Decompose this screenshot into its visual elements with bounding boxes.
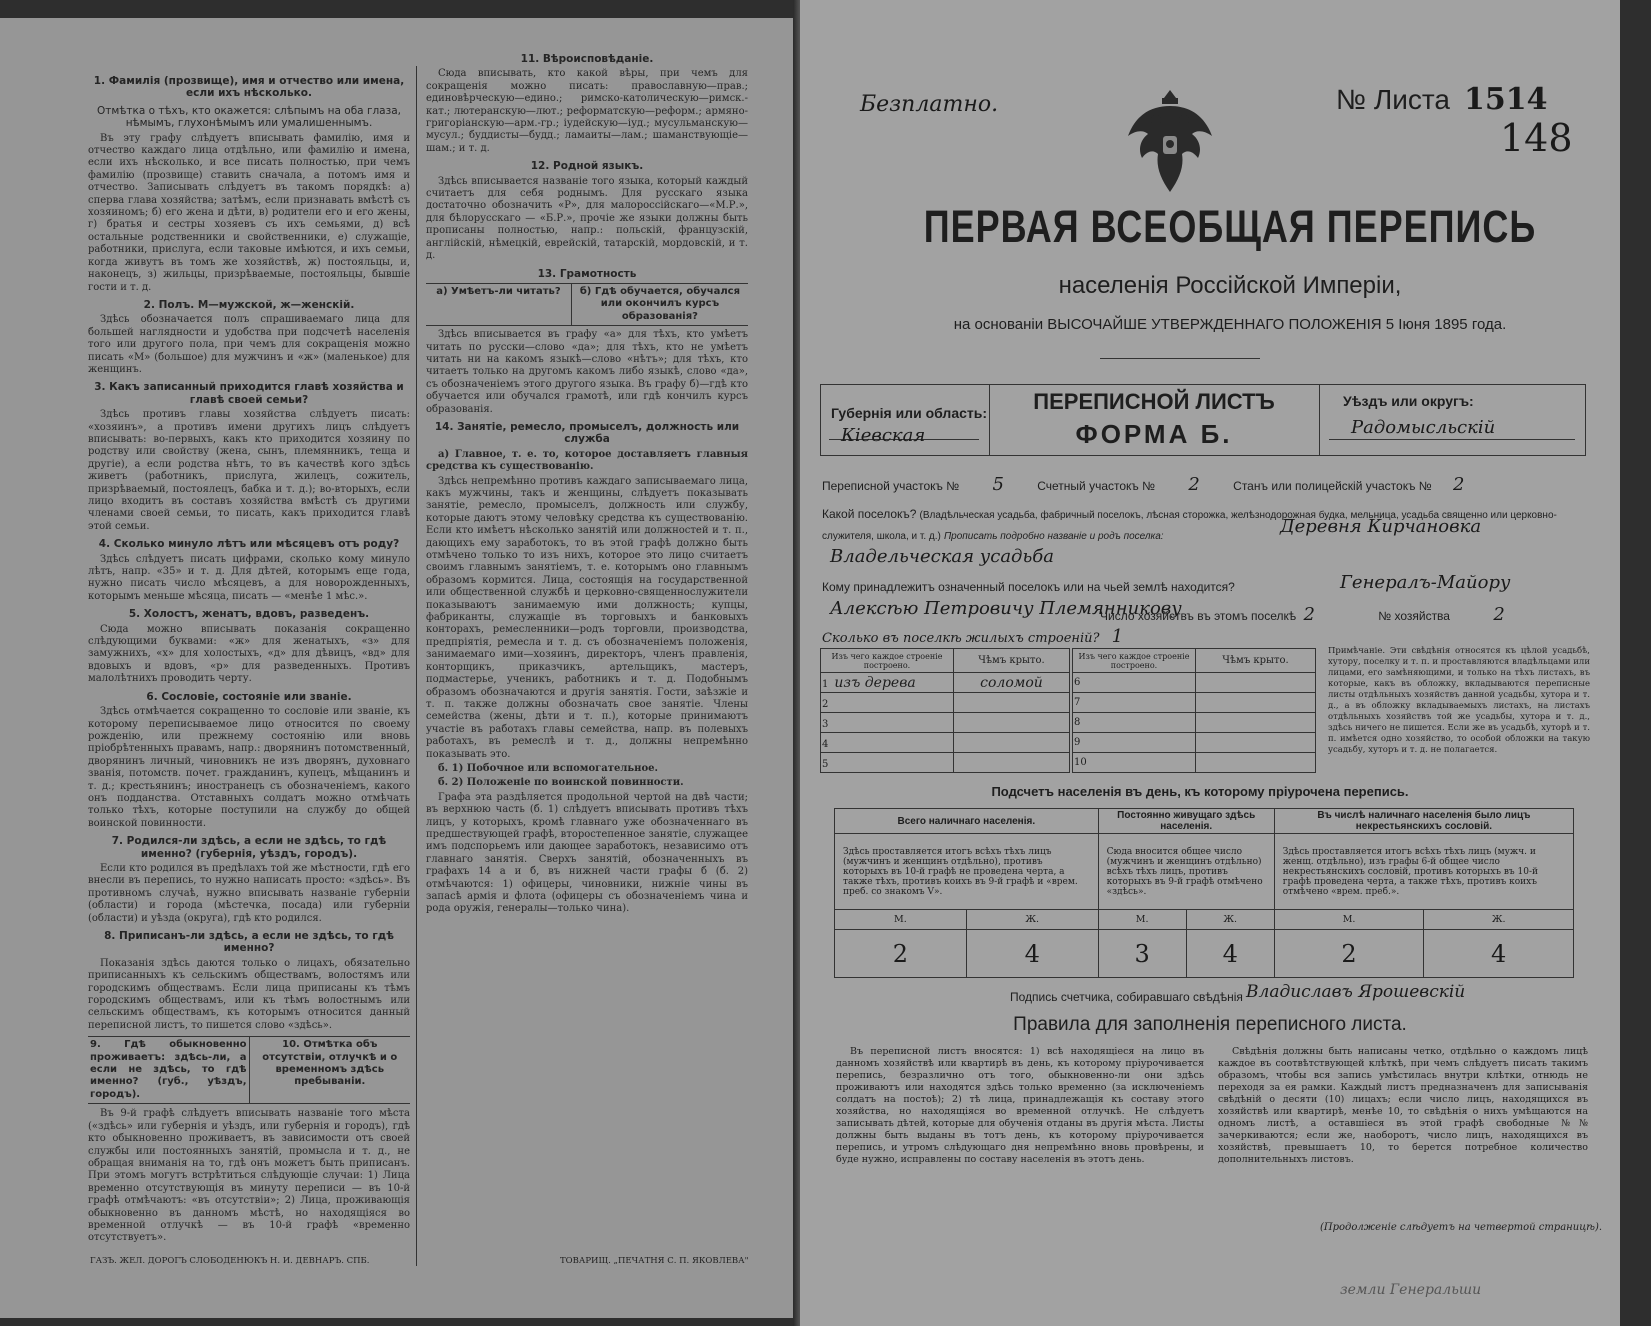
tally-header-nonpeasant: Въ числѣ наличнаго населенія было лицъ некрестьянскихъ сословій.: [1274, 809, 1573, 834]
building-roof-value: [1196, 713, 1316, 733]
building-number: 1: [822, 678, 829, 690]
section-10-title: 10. Отмѣтка объ отсутствіи, отлучкѣ и о временномъ здѣсь пребываніи.: [262, 1039, 398, 1088]
tally-f-1: Ж.: [966, 910, 1098, 930]
buildings-col-roof-2: Чѣмъ крыто.: [1196, 649, 1316, 673]
section-6-text: Здѣсь отмѣчается сокращенно то сословіе или званіе, къ которому переписываемое лицо относится по своему рожденію, или прежнему состоянію или вновь пріобрѣтенныхъ правамъ, напр.: дворянинъ потомственный, дворянинъ личный, чиновникъ не изъ дворянъ, духовнаго званія, потомств. почет. гражданинъ, купецъ, мѣщанинъ и т. д.; крестьянинъ; иностранецъ съ обозначеніемъ, какого онъ подданства. Отставныхъ солдатъ можно отмѣчать только тѣхъ, которые поступили на службу до общей воинской повинности.: [88, 706, 410, 829]
uezd-underline: [1329, 439, 1575, 440]
buildings-row-3: [821, 713, 1070, 733]
section-14-title: 14. Занятіе, ремесло, промыселъ, должность или служба: [434, 420, 740, 446]
building-number: 3: [822, 718, 829, 730]
section-9-text: Въ 9-й графѣ слѣдуетъ вписывать названіе того мѣста («здѣсь» или губернія и уѣздъ, или губернія и городъ), гдѣ кто обыкновенно проживаетъ, въ зависимости отъ своей службы или постоянныхъ занятій, промысла и т. д., не обращая вниманія на то, гдѣ онъ можетъ быть приписанъ. При этомъ могутъ встрѣтиться слѣдующіе случаи: 1) Лица временно отсутствующія въ минуту переписи — въ 10-й графѣ отмѣчаютъ: «въ отсутствіи»; 2) Лица, проживающія обыкновенно въ данномъ мѣстѣ, но находящіяся во временной отлучкѣ — въ 10-й графѣ «временно отсутствуетъ».: [88, 1108, 410, 1244]
section-1-subtitle: Отмѣтка о тѣхъ, кто окажется: слѣпымъ на оба глаза, нѣмымъ, глухонѣмымъ или умалишеннымъ.: [97, 104, 401, 130]
building-roof-value: [1196, 753, 1316, 773]
buildings-row-10: [1073, 753, 1316, 773]
signature-label: Подпись счетчика, собиравшаго свѣдѣнія: [1010, 990, 1243, 1004]
building-roof-value: [954, 733, 1070, 753]
building-roof-value: соломой: [954, 673, 1070, 693]
tally-value-nonpeasant-f: 4: [1424, 930, 1574, 978]
buildings-row-7: [1073, 693, 1316, 713]
building-material-cell: [821, 713, 954, 733]
tally-value-permanent-f: 4: [1186, 930, 1274, 978]
section-14b-title: б. 1) Побочное или вспомогательное.: [438, 762, 658, 774]
section-3-text: Здѣсь противъ главы хозяйства слѣдуетъ писать: «хозяинъ», а противъ имени другихъ лицъ слѣдуетъ вписывать: во-первыхъ, какъ кто приходится хозяину по родству или свойству (жена, сынъ, племянникъ, теща и другіе), а если родства нѣтъ, то въ качествѣ кого здѣсь живетъ (работникъ, прислуга, жилецъ, сожитель, призрѣваемый, постоялецъ, бабка и т. д.); во-вторыхъ, если лицо входитъ въ составъ хозяйства вмѣстѣ съ другими членами своей семьи, то писать, какъ приходится главѣ этой семьи.: [88, 409, 410, 532]
section-12-title: 12. Родной языкъ.: [530, 160, 644, 173]
households-row: [1100, 604, 1505, 625]
tally-value-permanent-m: 3: [1098, 930, 1186, 978]
free-label: Безплатно.: [860, 92, 999, 117]
instructions-column-1: [88, 70, 410, 1250]
right-page-census-form: [800, 0, 1620, 1326]
tally-m-3: М.: [1274, 910, 1424, 930]
buildings-row-2: [821, 693, 1070, 713]
section-5-title: 5. Холостъ, женатъ, вдовъ, разведенъ.: [128, 608, 370, 621]
stan-label: Станъ или полицейскій участокъ №: [1233, 479, 1432, 493]
tally-f-3: Ж.: [1424, 910, 1574, 930]
settlement-value-2: Владельческая усадьба: [830, 546, 1054, 567]
guberniya-label: Губернія или область:: [831, 405, 988, 421]
tally-desc-permanent: Сюда вносится общее число (мужчинъ и женщинъ отдѣльно) всѣхъ тѣхъ лицъ, противъ которыхъ въ 9-й графѣ отмѣчено «здѣсь».: [1098, 834, 1274, 910]
buildings-col-roof: Чѣмъ крыто.: [954, 649, 1070, 673]
bottom-handwritten-note: земли Генеральши: [1340, 1282, 1482, 1298]
building-roof-value: [954, 753, 1070, 773]
section-2-title: 2. Полъ. М—мужской, ж—женскій.: [143, 298, 355, 311]
count-area-value: 2: [1188, 474, 1200, 495]
section-13-title: 13. Грамотность: [537, 267, 637, 280]
stan-value: 2: [1453, 474, 1465, 495]
building-number: 7: [1073, 693, 1196, 713]
building-number: 2: [822, 698, 829, 710]
left-imprint-1: ГАЗЪ. ЖЕЛ. ДОРОГЪ СЛОБОДЕНЮКЪ Н. И. ДЕВНАРЪ. СПБ.: [90, 1256, 370, 1266]
buildings-col-material-2: Изъ чего каждое строеніе построено.: [1073, 649, 1196, 673]
double-headed-eagle-icon: [1122, 84, 1218, 200]
section-14v-title: б. 2) Положеніе по воинской повинности.: [438, 777, 684, 789]
tally-value-total-m: 2: [835, 930, 967, 978]
section-8-text: Показанія здѣсь даются только о лицахъ, обязательно приписанныхъ къ сельскимъ обществамъ, волостямъ или городскимъ обществамъ. Если лица приписаны къ тѣмъ городскимъ обществамъ, или къ тѣмъ волостнымъ или сельскимъ обществамъ, къ которымъ относится данный переписной листъ, то пишется слово «здѣсь».: [88, 957, 410, 1031]
left-imprint-2: ТОВАРИЩ. „ПЕЧАТНЯ С. П. ЯКОВЛЕВА": [560, 1256, 749, 1266]
owner-value: Генералъ-Майору: [1340, 572, 1511, 593]
section-3-title: 3. Какъ записанный приходится главѣ хозяйства и главѣ своей семьи?: [94, 381, 404, 406]
section-1-text: Въ эту графу слѣдуетъ вписывать фамилію, имя и отчество каждаго лица отдѣльно, или фамилію и имена, если ихъ нѣсколько, и все писать полностью, при чемъ фамилію (прозвище) ставить сначала, а потомъ имя и отчество. Записывать слѣдуетъ въ такомъ порядкѣ: а) сперва глава хозяйства; затѣмъ, если признавать вмѣстѣ съ хозяиномъ; б) его жена и дѣти, в) родители его и его жены, г) братья и сестры хозяевъ съ ихъ семьями, д) всѣ остальные родственники и свойственники, е) служащіе, работники, прислуга, если таковые имѣются, и ихъ семьи, когда живутъ въ томъ же хозяйствѣ, ж) постояльцы, и, наконецъ, з) жильцы, призрѣваемые, постояльцы, бывшіе гости и т. д.: [88, 132, 410, 293]
buildings-table-left: [820, 648, 1070, 773]
tally-desc-total: Здѣсь проставляется итогъ всѣхъ тѣхъ лицъ (мужчинъ и женщинъ отдѣльно), противъ которыхъ въ 10-й графѣ не проведена черта, а также тѣхъ, противъ коихъ въ 9-й графѣ и «врем. преб. со знакомъ V».: [835, 834, 1099, 910]
section-9-title: 9. Гдѣ обыкновенно проживаетъ: здѣсь-ли, а если не здѣсь, то гдѣ именно? (губ., уѣздъ, городъ).: [88, 1037, 250, 1103]
tally-header-total: Всего наличнаго населенія.: [835, 809, 1099, 834]
building-roof-value: [954, 713, 1070, 733]
buildings-label: Сколько въ поселкѣ жилыхъ строеній?: [822, 631, 1100, 646]
form-main-title: ПЕРВАЯ ВСЕОБЩАЯ ПЕРЕПИСЬ: [923, 200, 1537, 252]
buildings-note: Примѣчаніе. Эти свѣдѣнія относятся къ цѣлой усадьбѣ, хутору, поселку и т. п. и проставляются владѣльцами или лицами, его замѣняющими, и только на тѣхъ листахъ, въ которые, какъ въ обложку, вкладываются переписные листы отдѣльныхъ хозяйствъ данной усадьбы, хутора и т. д., а въ обложку вкладываемыхъ листахъ, на листахъ отдѣльныхъ хозяйствъ той же усадьбы, хутора и т. д., здѣсь ничего не пишется. Если же въ усадьбѣ, хуторѣ и т. п. имѣется одно хозяйство, то особой обложки на такую усадьбу, хуторъ и т. д. не полагается.: [1328, 646, 1590, 755]
section-14-text: Здѣсь непремѣнно противъ каждаго записываемаго лица, какъ мужчины, такъ и женщины, слѣдуетъ показывать занятіе, ремесло, промыселъ, должность или службу, которые даютъ этому человѣку средства къ существованію. Если кто имѣетъ нѣсколько занятій или должностей и т. п., дающихъ ему заработокъ, то въ этой графѣ должно быть отмѣчено только то изъ нихъ, которое это лицо считаетъ своимъ главнымъ занятіемъ, т. е. которымъ оно главнымъ образомъ кормится. Лица, состоящія на государственной или общественной службѣ и церковно-священнослужители показываютъ занимаемую ими должность; купцы, фабриканты, служащіе въ торговыхъ и банковыхъ конторахъ, ремесленники—родъ торговли, производства, предпріятія, ремесла и т. д. съ обозначеніемъ положенія, занимаемаго ими—хозяинъ, директоръ, членъ правленія, конторщикъ, приказчикъ, артельщикъ, мастеръ, подмастерье, ученикъ, работникъ и т. д. Подобнымъ образомъ обозначаются и другія занятія. Гости, заѣзжіе и т. п. также должны обозначать свое занятіе. Члены семейства (жены, дѣти и т. п.), которые принимаютъ участіе въ работахъ главы семейства, напр. въ полевыхъ работахъ, въ ремеслѣ и т. д., должны непремѣнно показывать это.: [426, 475, 748, 760]
tally-value-total-f: 4: [966, 930, 1098, 978]
section-7-text: Если кто родился въ предѣлахъ той же мѣстности, гдѣ его внесли въ перепись, то нужно написать просто: «здѣсь». Въ противномъ случаѣ, нужно вписывать названіе губерніи (области) и города (мѣстечка, посада) или губерніи (области) и уѣзда (округа), гдѣ кто родился.: [88, 862, 410, 924]
buildings-row-9: [1073, 733, 1316, 753]
area-row: [822, 474, 1592, 495]
building-material-cell: [821, 753, 954, 773]
guberniya-value: Кіевская: [841, 425, 926, 446]
building-number: 6: [1073, 673, 1196, 693]
building-material-cell: [821, 733, 954, 753]
section-5-text: Сюда можно вписывать показанія сокращенно слѣдующими буквами: «ж» для женатыхъ, «з» для замужнихъ, «х» для холостыхъ, «д» для дѣвицъ, «вд» для вдовыхъ и вдовъ, «р» для разведенныхъ. Противъ малолѣтнихъ проводить черту.: [88, 623, 410, 685]
tally-desc-nonpeasant: Здѣсь проставляется итогъ всѣхъ тѣхъ лицъ (мужч. и женщ. отдѣльно), изъ графы 6-й общее число некрестьянскихъ сословій, противъ которыхъ въ 10-й графѣ проведена черта, а также тѣхъ, противъ коихъ отмѣчено «врем. преб.».: [1274, 834, 1573, 910]
buildings-row-8: [1073, 713, 1316, 733]
form-subtitle: населенія Россійской Имперіи,: [1058, 272, 1402, 299]
section-4-text: Здѣсь слѣдуетъ писать цифрами, сколько кому минуло лѣтъ, напр. «35» и т. д. Для дѣтей, которымъ еще года, нужно писать число мѣсяцевъ, а для новорожденныхъ, которымъ меньше мѣсяца, писать — «менѣе 1 мѣс.».: [88, 553, 410, 602]
buildings-row: [822, 626, 1123, 647]
rules-column-2: Свѣдѣнія должны быть написаны четко, отдѣльно о каждомъ лицѣ каждое въ соотвѣтствующей клѣткѣ, при чемъ слѣдуетъ писать такимъ образомъ, чтобы вся запись умѣстилась внутри клѣтки, отнюдь не переходя за ея рамки. Каждый листъ предназначенъ для записыванія свѣдѣній о десяти (10) лицахъ; если число лицъ, находящихся въ хозяйствѣ или квартирѣ, менѣе 10, то свѣдѣнія о нихъ умѣщаются на одномъ листѣ, а оставшіеся въ этой графѣ свободные №№ зачеркиваются; если же, наоборотъ, число лицъ, находящихся въ хозяйствѣ, превышаетъ 10, то берется потребное количество дополнительныхъ листовъ.: [1218, 1046, 1588, 1165]
section-11-text: Сюда вписывать, кто какой вѣры, при чемъ для сокращенія можно писать: православную—прав.; единовѣрческую—едино.; римско-католическую—римск.-кат.; лютеранскую—лют.; реформатскую—реформ.; армяно-григоріанскую—арм.-гр.; іудейскую—іуд.; мусульманскую—мусул.; буддисты—будд.; ламаиты—лам.; шаманствующіе—шам.; и т. д.: [426, 68, 748, 154]
settlement-hint-2: Прописать подробно названіе и родъ поселка:: [943, 531, 1164, 542]
settlement-value: Деревня Кирчановка: [1280, 516, 1482, 537]
building-number: 8: [1073, 713, 1196, 733]
form-name: ФОРМА Б.: [1075, 419, 1233, 449]
building-number: 10: [1073, 753, 1196, 773]
building-material-cell: [821, 693, 954, 713]
household-number-value: 2: [1493, 604, 1505, 625]
rules-column-1: Въ переписной листъ вносятся: 1) всѣ находящіеся на лицо въ данномъ хозяйствѣ или квартирѣ въ день, къ которому пріурочивается перепись, безразлично отъ того, обыкновенно-ли они здѣсь проживаютъ или находятся здѣсь только временно (за исключеніемъ солдатъ на постоѣ); 2) тѣ лица, принадлежащія къ составу этого хозяйства, но находящіяся во временной отлучкѣ. Не слѣдуетъ записывать дѣтей, которые для обученія отданы въ другія мѣста. Листы должны быть выданы въ тотъ день, къ которому пріурочивается перепись, и утромъ слѣдующаго дня непремѣнно вновь провѣрены, и буде нужно, исправлены по составу населенія въ этотъ день.: [836, 1046, 1204, 1165]
tally-m-2: М.: [1098, 910, 1186, 930]
tally-m-1: М.: [835, 910, 967, 930]
section-2-text: Здѣсь обозначается полъ спрашиваемаго лица для большей наглядности и удобства при подсчетѣ населенія того или другого пола, при чемъ для сокращенія можно писать «М» (большое) для мужчинъ и «ж» (маленькое) для женщинъ.: [88, 314, 410, 375]
section-7-title: 7. Родился-ли здѣсь, а если не здѣсь, то гдѣ именно? (губернія, уѣздъ, городъ).: [111, 835, 387, 860]
section-13a-title: а) Умѣетъ-ли читать?: [426, 284, 572, 325]
section-4-title: 4. Сколько минуло лѣтъ или мѣсяцевъ отъ роду?: [98, 538, 400, 551]
households-value: 2: [1303, 604, 1315, 625]
continued-note: (Продолженіе слѣдуетъ на четвертой страницѣ).: [1320, 1222, 1603, 1233]
section-12-text: Здѣсь вписывается названіе того языка, который каждый считаетъ для себя роднымъ. Для русскаго языка достаточно обозначить «Р», для малороссійскаго—«М.Р.», для бѣлорусскаго — «Б.Р.», прочіе же языки должны быть прописаны полностью, напр.: польскій, французскій, англійскій, нѣмецкій, еврейскій, татарскій, мордовскій, и т. д.: [426, 175, 748, 262]
form-title: ПЕРЕПИСНОЙ ЛИСТЪ: [1033, 389, 1275, 414]
building-roof-value: [1196, 733, 1316, 753]
owner-label: Кому принадлежитъ означенный поселокъ или на чьей землѣ находится?: [822, 580, 1235, 594]
building-number: 5: [822, 758, 829, 770]
column-divider: [416, 66, 417, 1266]
households-label: Число хозяйствъ въ этомъ поселкѣ: [1100, 609, 1297, 623]
signature-value: Владиславъ Ярошевскій: [1246, 982, 1466, 1002]
buildings-table-right: [1072, 648, 1316, 773]
buildings-row-4: [821, 733, 1070, 753]
buildings-row-5: [821, 753, 1070, 773]
census-area-value: 5: [992, 474, 1004, 495]
buildings-row-1: [821, 673, 1070, 693]
sheet-number-label: № Листа: [1336, 84, 1450, 115]
building-number: 9: [1073, 733, 1196, 753]
section-1-title: 1. Фамилія (прозвище), имя и отчество или имена, если ихъ нѣсколько.: [93, 75, 405, 100]
population-tally-table: [834, 808, 1574, 978]
section-8-title: 8. Приписанъ-ли здѣсь, а если не здѣсь, то гдѣ именно?: [104, 930, 394, 955]
section-13b-title: б) Гдѣ обучается, обучался или окончилъ курсъ образованія?: [579, 285, 740, 322]
building-material-value: изъ дерева: [834, 674, 916, 691]
building-roof-value: [1196, 693, 1316, 713]
tally-value-nonpeasant-m: 2: [1274, 930, 1424, 978]
buildings-row-6: [1073, 673, 1316, 693]
sheet-number-value: 1514: [1464, 82, 1548, 117]
tally-title: Подсчетъ населенія въ день, къ которому пріурочена перепись.: [991, 784, 1409, 799]
archive-stamp-number: 148: [1500, 116, 1573, 160]
building-roof-value: [954, 693, 1070, 713]
census-area-label: Переписной участокъ №: [822, 479, 960, 493]
owner-value-2: Алексѣю Петровичу Племянникову: [830, 598, 1182, 619]
section-6-title: 6. Сословіе, состояніе или званіе.: [146, 690, 352, 703]
rules-title: Правила для заполненія переписного листа.: [1013, 1014, 1407, 1035]
header-divider-right: [1319, 385, 1320, 455]
tally-header-permanent: Постоянно живущаго здѣсь населенія.: [1098, 809, 1274, 834]
household-number-label: № хозяйства: [1378, 609, 1450, 623]
uezd-value: Радомысльскій: [1351, 417, 1496, 438]
building-material-cell: [821, 673, 954, 693]
section-14b-text: Графа эта раздѣляется продольной чертой на двѣ части; въ верхнюю часть (б. 1) слѣдуетъ вписывать противъ тѣхъ лицъ, у которыхъ, кромѣ главнаго уже обозначеннаго въ предшествующей графѣ, второстепенное занятіе, служащее имъ подспорьемъ или дающее заработокъ, независимо отъ главнаго занятія. Сверхъ занятій, обозначенныхъ въ графахъ 14 а и б, въ нижней части графы б (б. 2) отмѣчаются: 1) офицеры, чиновники, нижніе чины въ запасѣ армія и флота (офицеры съ обозначеніемъ чина и рода оружія, генералы—только чина).: [426, 791, 748, 915]
settlement-hint: (Владѣльческая усадьба, фабричный поселокъ, лѣсная сторожка, желѣзнодорожная будка, мельница, усадьба священно или церковно-служителя, школа, и т. д.): [822, 510, 1557, 542]
instructions-column-2: [426, 48, 748, 1248]
left-page-instructions: [0, 18, 800, 1318]
uezd-label: Уѣздъ или округъ:: [1343, 393, 1474, 409]
settlement-label: Какой поселокъ?: [822, 507, 917, 521]
tally-f-2: Ж.: [1186, 910, 1274, 930]
buildings-value: 1: [1111, 626, 1124, 647]
settlement-row: [822, 504, 1600, 547]
section-11-title: 11. Вѣроисповѣданіе.: [520, 53, 654, 65]
building-number: 4: [822, 738, 829, 750]
form-basis: на основаніи ВЫСОЧАЙШЕ УТВЕРЖДЕННАГО ПОЛОЖЕНІЯ 5 Іюня 1895 года.: [953, 316, 1507, 333]
count-area-label: Счетный участокъ №: [1037, 479, 1156, 493]
buildings-col-material: Изъ чего каждое строеніе построено.: [821, 649, 954, 673]
form-header-box: [820, 384, 1586, 456]
title-rule: [1100, 358, 1260, 359]
section-14-subtitle: а) Главное, т. е. то, которое доставляетъ главныя средства къ существованію.: [426, 448, 748, 473]
section-13-text: Здѣсь вписывается въ графу «а» для тѣхъ, кто умѣетъ читать по русски—слово «да»; для тѣхъ, кто не умѣетъ читать ни на какомъ языкѣ—слово «нѣтъ»; для тѣхъ, кто читаетъ только на другомъ какомъ либо языкѣ, слово «да», съ обозначеніемъ этого другого языка. Въ графу б)—гдѣ кто обучается или обучался грамотѣ, или гдѣ кончилъ курсъ образованія.: [426, 329, 748, 415]
building-roof-value: [1196, 673, 1316, 693]
